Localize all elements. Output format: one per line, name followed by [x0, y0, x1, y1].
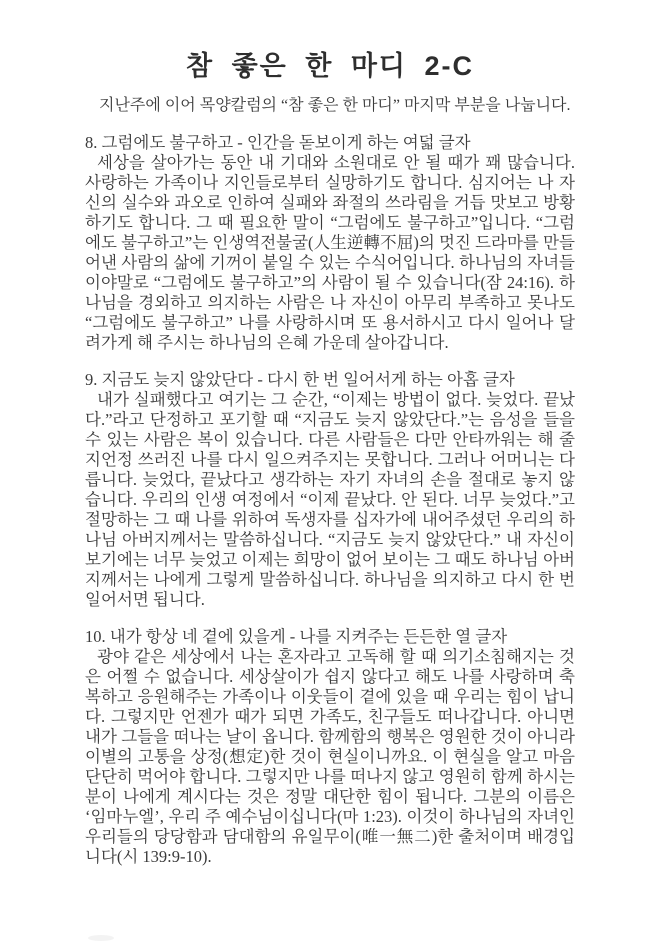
- section-9: [85, 370, 575, 610]
- section-8: [85, 133, 575, 353]
- section-10: [85, 627, 575, 867]
- section-8-heading: 8. 그럼에도 불구하고 - 인간을 돋보이게 하는 여덟 글자: [85, 133, 471, 152]
- page-title: 참 좋은 한 마디 2-C: [185, 51, 474, 81]
- section-10-heading: 10. 내가 항상 네 곁에 있을게 - 나를 지켜주는 든든한 열 글자: [85, 627, 508, 646]
- scan-smudge-artifact: [88, 935, 114, 941]
- section-10-body: 광야 같은 세상에서 나는 혼자라고 고독해 할 때 의기소침해지는 것은 어쩔 수 없습니다. 세상살이가 쉽지 않다고 해도 나를 사랑하며 축복하고 응원해주는 가족이나 이웃들이 곁에 있을 때 우리는 힘이 납니다. 그렇지만 언젠가 때가 되면 가족도, 친구들도 떠나갑니다. 아니면 내가 그들을 떠나는 날이 옵니다. 함께함의 행복은 영원한 것이 아니라 이별의 고통을 상정(想定)한 것이 현실이니까요. 이 현실을 알고 마음 단단히 먹어야 합니다. 그렇지만 나를 떠나지 않고 영원히 함께 하시는 분이 나에게 계시다는 것은 정말 대단한 힘이 됩니다. 그분의 이름은 ‘임마누엘’, 우리 주 예수님이십니다(마 1:23). 이것이 하나님의 자녀인 우리들의 당당함과 담대함의 유일무이(唯一無二)한 출처이며 배경입니다(시 139:9-10).: [85, 647, 575, 866]
- section-9-heading: 9. 지금도 늦지 않았단다 - 다시 한 번 일어서게 하는 아홉 글자: [85, 370, 515, 389]
- section-9-body: 내가 실패했다고 여기는 그 순간, “이제는 방법이 없다. 늦었다. 끝났다.”라고 단정하고 포기할 때 “지금도 늦지 않았단다.”는 음성을 들을 수 있는 사람은 복이 있습니다. 다른 사람들은 다만 안타까워는 해 줄지언정 쓰러진 나를 다시 일으켜주지는 못합니다. 그러나 어머니는 다릅니다. 늦었다, 끝났다고 생각하는 자기 자녀의 손을 절대로 놓지 않습니다. 우리의 인생 여정에서 “이제 끝났다. 안 된다. 너무 늦었다.”고 절망하는 그 때 나를 위하여 독생자를 십자가에 내어주셨던 우리의 하나님 아버지께서는 말씀하십니다. “지금도 늦지 않았단다.” 내 자신이 보기에는 너무 늦었고 이제는 희망이 없어 보이는 그 때도 하나님 아버지께서는 나에게 그렇게 말씀하십니다. 하나님을 의지하고 다시 한 번 일어서면 됩니다.: [85, 390, 575, 609]
- section-8-body: 세상을 살아가는 동안 내 기대와 소원대로 안 될 때가 꽤 많습니다. 사랑하는 가족이나 지인들로부터 실망하기도 합니다. 심지어는 나 자신의 실수와 과오로 인하여 실패와 좌절의 쓰라림을 거듭 맛보고 방황하기도 합니다. 그 때 필요한 말이 “그럼에도 불구하고”입니다. “그럼에도 불구하고”는 인생역전불굴(人生逆轉不屈)의 멋진 드라마를 만들어낸 사람의 삶에 기꺼이 붙일 수 있는 수식어입니다. 하나님의 자녀들이야말로 “그럼에도 불구하고”의 사람이 될 수 있습니다(잠 24:16). 하나님을 경외하고 의지하는 사람은 나 자신이 아무리 부족하고 못나도 “그럼에도 불구하고” 나를 사랑하시며 또 용서하시고 다시 일어나 달려가게 해 주시는 하나님의 은혜 가운데 살아갑니다.: [85, 153, 575, 352]
- page-subtitle: 지난주에 이어 목양칼럼의 “참 좋은 한 마디” 마지막 부분을 나눕니다.: [99, 97, 571, 114]
